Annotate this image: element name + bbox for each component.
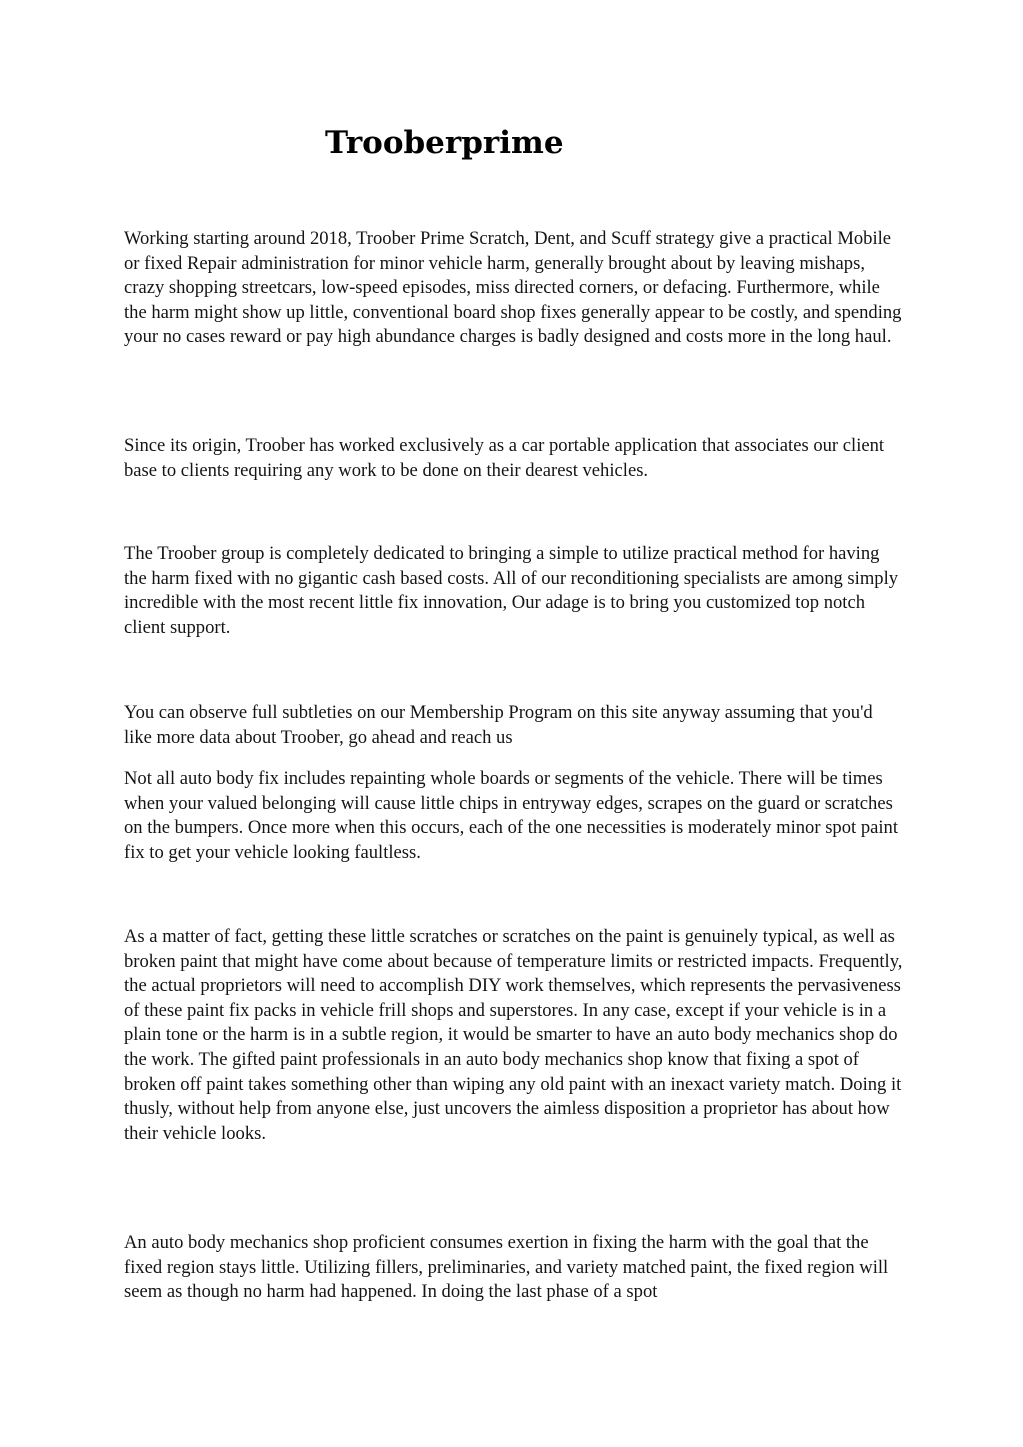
paragraph-mechanics-shop: An auto body mechanics shop proficient consumes exertion in fixing the harm with the goal that the fixed region stays little. Utilizing fillers, preliminaries, and variety matched paint, the fixed region will seem as though no harm had happened. In doing the last phase of a spot	[124, 1232, 889, 1303]
paragraph-origin: Since its origin, Troober has worked exclusively as a car portable application that associates our client base to clients requiring any work to be done on their dearest vehicles.	[124, 435, 885, 481]
paragraph-group: The Troober group is completely dedicated to bringing a simple to utilize practical method for having the harm fixed with no gigantic cash based costs. All of our reconditioning specialists are among simply incredible with the most recent little fix innovation, Our adage is to bring you customized top notch client support.	[124, 543, 899, 638]
paragraph-spot-paint: Not all auto body fix includes repainting whole boards or segments of the vehicle. There will be times when your valued belonging will cause little chips in entryway edges, scrapes on the guard or scratches on the bumpers. Once more when this occurs, each of the one necessities is moderately minor spot paint fix to get your vehicle looking faultless.	[124, 768, 899, 863]
paragraph-membership: You can observe full subtleties on our Membership Program on this site anyway assuming that you'd like more data about Troober, go ahead and reach us	[124, 702, 873, 748]
paragraph-diy: As a matter of fact, getting these little scratches or scratches on the paint is genuinely typical, as well as broken paint that might have come about because of temperature limits or restricted impacts. Frequently, the actual proprietors will need to accomplish DIY work themselves, which represents the pervasiveness of these paint fix packs in vehicle frill shops and superstores. In any case, except if your vehicle is in a plain tone or the harm is in a subtle region, it would be smarter to have an auto body mechanics shop do the work. The gifted paint professionals in an auto body mechanics shop know that fixing a spot of broken off paint takes something other than wiping any old paint with an inexact variety match. Doing it thusly, without help from anyone else, just uncovers the aimless disposition a proprietor has about how their vehicle looks.	[124, 926, 903, 1144]
paragraph-intro: Working starting around 2018, Troober Prime Scratch, Dent, and Scuff strategy give a practical Mobile or fixed Repair administration for minor vehicle harm, generally brought about by leaving mishaps, crazy shopping streetcars, low-speed episodes, miss directed corners, or defacing. Furthermore, while the harm might show up little, conventional board shop fixes generally appear to be costly, and spending your no cases reward or pay high abundance charges is badly designed and costs more in the long haul.	[124, 228, 902, 348]
document-title: Trooberprime	[325, 125, 564, 161]
